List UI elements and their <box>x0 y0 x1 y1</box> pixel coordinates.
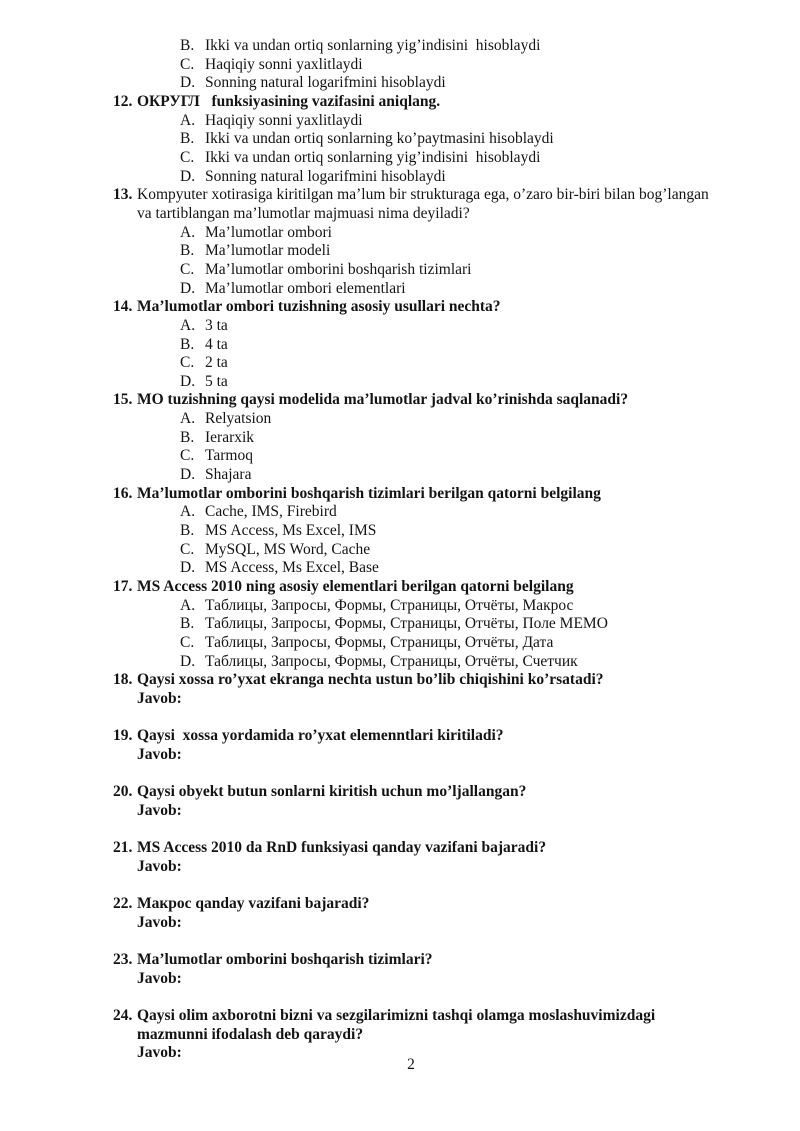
question-block <box>113 391 753 484</box>
question-text <box>137 93 753 112</box>
option-row <box>113 373 753 392</box>
answer-label: Javob: <box>137 969 182 987</box>
option-letter: A. <box>180 223 196 241</box>
option-letter: D. <box>180 279 196 297</box>
option-text: MS Access, Ms Excel, Base <box>205 559 379 577</box>
option-letter: C. <box>180 634 195 651</box>
question-block <box>113 298 753 391</box>
question-row <box>113 951 753 970</box>
option-letter: D. <box>180 466 196 484</box>
blank-line-spacer <box>113 988 753 1007</box>
blank-line-spacer <box>113 932 753 951</box>
answer-label: Javob: <box>137 913 182 931</box>
option-letter: B. <box>180 242 195 260</box>
question-line: Ma’lumotlar omborini boshqarish tizimlari berilgan qatorni belgilang <box>137 484 601 502</box>
option-letter: D. <box>180 74 196 92</box>
question-text <box>137 391 753 410</box>
option-letter: C. <box>180 260 195 278</box>
question-row <box>113 895 753 914</box>
question-number: 22. <box>113 895 133 913</box>
option-letter: B. <box>180 615 195 633</box>
option-letter: D. <box>180 559 196 577</box>
question-number: 19. <box>113 727 133 745</box>
question-line: MO tuzishning qaysi modelida ma’lumotlar jadval ko’rinishda saqlanadi? <box>137 391 629 409</box>
option-text: Ma’lumotlar modeli <box>205 242 331 260</box>
question-row <box>113 391 753 410</box>
question-line: va tartiblangan ma’lumotlar majmuasi nima deyiladi? <box>137 204 470 222</box>
option-letter: D. <box>180 372 196 390</box>
option-row <box>113 634 753 653</box>
option-text: Ma’lumotlar omborini boshqarish tizimlari <box>205 260 472 278</box>
option-letter: B. <box>180 130 195 148</box>
question-number: 18. <box>113 671 133 689</box>
option-letter: A. <box>180 410 196 428</box>
question-row <box>113 1007 753 1044</box>
question-block <box>113 839 753 895</box>
option-row <box>113 261 753 280</box>
option-text: MS Access, Ms Excel, IMS <box>205 522 377 540</box>
option-row <box>113 37 753 56</box>
question-text <box>137 1007 753 1044</box>
question-row <box>113 485 753 504</box>
option-row <box>113 112 753 131</box>
option-row <box>113 74 753 93</box>
option-row <box>113 336 753 355</box>
option-letter: B. <box>180 335 195 353</box>
question-row <box>113 839 753 858</box>
option-row <box>113 597 753 616</box>
question-row <box>113 186 753 223</box>
question-line: Kompyuter xotirasiga kiritilgan ma’lum bir strukturaga ega, o’zaro bir-biri bilan bog’langan <box>137 186 709 204</box>
option-text: Haqiqiy sonni yaxlitlaydi <box>205 111 363 129</box>
option-letter: C. <box>180 540 195 558</box>
option-text: Relyatsion <box>205 410 272 428</box>
option-text: Tarmoq <box>205 447 253 465</box>
question-line: Qaysi xossa ro’yxat ekranga nechta ustun bo’lib chiqishini ko’rsatadi? <box>137 671 604 689</box>
option-text: 5 ta <box>205 372 228 390</box>
option-text: Ma’lumotlar ombori elementlari <box>205 279 406 297</box>
option-row <box>113 615 753 634</box>
question-line: Ma’lumotlar omborini boshqarish tizimlari? <box>137 951 433 969</box>
option-text: Таблицы, Запросы, Формы, Страницы, Отчёты, Счетчик <box>205 652 578 670</box>
option-row <box>113 224 753 243</box>
option-text: Ikki va undan ortiq sonlarning yig’indisini hisoblaydi <box>205 148 541 166</box>
question-number: 23. <box>113 951 133 969</box>
answer-label: Javob: <box>137 1044 182 1062</box>
option-row <box>113 447 753 466</box>
option-text: 4 ta <box>205 335 228 353</box>
question-number: 15. <box>113 391 133 409</box>
question-line: Qaysi olim axborotni bizni va sezgilarimizni tashqi olamga moslashuvimizdagi <box>137 1007 656 1025</box>
question-text <box>137 485 753 504</box>
question-number: 12. <box>113 92 133 110</box>
question-text <box>137 578 753 597</box>
option-letter: A. <box>180 503 196 521</box>
option-row <box>113 559 753 578</box>
question-row <box>113 298 753 317</box>
option-text: Таблицы, Запросы, Формы, Страницы, Отчёты, Дата <box>205 634 554 651</box>
question-number: 14. <box>113 298 133 316</box>
question-number: 20. <box>113 783 133 801</box>
answer-label: Javob: <box>137 801 182 819</box>
blank-line-spacer <box>113 709 753 728</box>
option-text: Ikki va undan ortiq sonlarning ko’paytmasini hisoblaydi <box>205 130 554 148</box>
question-number: 17. <box>113 578 133 596</box>
option-letter: D. <box>180 652 196 670</box>
question-row <box>113 578 753 597</box>
question-block <box>113 578 753 671</box>
question-line: Qaysi obyekt butun sonlarni kiritish uchun mo’ljallangan? <box>137 783 527 801</box>
answer-label: Javob: <box>137 745 182 763</box>
option-row <box>113 503 753 522</box>
option-row <box>113 466 753 485</box>
option-text: Haqiqiy sonni yaxlitlaydi <box>205 55 363 73</box>
question-row <box>113 93 753 112</box>
question-line: Макрос qanday vazifani bajaradi? <box>137 895 370 913</box>
option-letter: D. <box>180 167 196 185</box>
question-block <box>113 671 753 727</box>
option-row <box>113 280 753 299</box>
question-number: 16. <box>113 484 133 502</box>
question-line: MS Access 2010 da RnD funksiyasi qanday vazifani bajaradi? <box>137 839 547 857</box>
question-line: ОКРУГЛ funksiyasining vazifasini aniqlang. <box>137 92 441 110</box>
question-line: mazmunni ifodalash deb qaraydi? <box>137 1025 364 1043</box>
option-letter: C. <box>180 55 195 73</box>
question-list <box>113 93 753 1082</box>
option-row <box>113 56 753 75</box>
option-row <box>113 317 753 336</box>
question-line: Ma’lumotlar ombori tuzishning asosiy usullari nechta? <box>137 298 501 316</box>
option-text: Sonning natural logarifmini hisoblaydi <box>205 74 446 92</box>
option-text: Ierarxik <box>205 428 255 446</box>
page-number: 2 <box>407 1056 415 1073</box>
question-text <box>137 186 753 223</box>
question-block <box>113 93 753 186</box>
option-text: Ma’lumotlar ombori <box>205 223 332 241</box>
option-text: Cache, IMS, Firebird <box>205 503 337 521</box>
option-letter: C. <box>180 447 195 465</box>
blank-line-spacer <box>113 821 753 840</box>
option-row <box>113 242 753 261</box>
question-row <box>113 727 753 746</box>
option-letter: A. <box>180 316 196 334</box>
question-number: 24. <box>113 1007 133 1025</box>
question-text <box>137 895 753 914</box>
option-letter: B. <box>180 428 195 446</box>
option-text: Ikki va undan ortiq sonlarning yig’indisini hisoblaydi <box>205 37 541 54</box>
question-line: MS Access 2010 ning asosiy elementlari berilgan qatorni belgilang <box>137 578 574 596</box>
question-text <box>137 298 753 317</box>
option-row <box>113 168 753 187</box>
partial-question-options <box>113 37 753 93</box>
question-number: 21. <box>113 839 133 857</box>
option-row <box>113 149 753 168</box>
option-row <box>113 354 753 373</box>
option-text: 2 ta <box>205 354 228 372</box>
option-letter: A. <box>180 596 196 614</box>
question-block <box>113 783 753 839</box>
question-text <box>137 727 753 746</box>
option-letter: B. <box>180 37 195 54</box>
option-text: MySQL, MS Word, Cache <box>205 540 371 558</box>
blank-line-spacer <box>113 876 753 895</box>
option-text: 3 ta <box>205 316 228 334</box>
option-row <box>113 653 753 672</box>
question-block <box>113 895 753 951</box>
answer-label: Javob: <box>137 857 182 875</box>
option-row <box>113 130 753 149</box>
question-block <box>113 727 753 783</box>
question-row <box>113 671 753 690</box>
question-text <box>137 839 753 858</box>
option-row <box>113 541 753 560</box>
question-number: 13. <box>113 186 133 204</box>
option-letter: C. <box>180 354 195 372</box>
question-line: Qaysi xossa yordamida ro’yxat elemenntlari kiritiladi? <box>137 727 504 745</box>
question-block <box>113 951 753 1007</box>
question-block <box>113 186 753 298</box>
option-text: Таблицы, Запросы, Формы, Страницы, Отчёты, Макрос <box>205 596 574 614</box>
question-text <box>137 951 753 970</box>
option-row <box>113 410 753 429</box>
blank-line-spacer <box>113 765 753 784</box>
option-letter: C. <box>180 148 195 166</box>
answer-label: Javob: <box>137 689 182 707</box>
question-text <box>137 671 753 690</box>
question-row <box>113 783 753 802</box>
option-letter: B. <box>180 522 195 540</box>
option-text: Shajara <box>205 466 252 484</box>
option-letter: A. <box>180 111 196 129</box>
question-block <box>113 485 753 578</box>
question-text <box>137 783 753 802</box>
option-row <box>113 522 753 541</box>
option-text: Sonning natural logarifmini hisoblaydi <box>205 167 446 185</box>
quiz-content <box>113 37 753 1082</box>
option-text: Таблицы, Запросы, Формы, Страницы, Отчёты, Поле MEMO <box>205 615 608 633</box>
option-row <box>113 429 753 448</box>
